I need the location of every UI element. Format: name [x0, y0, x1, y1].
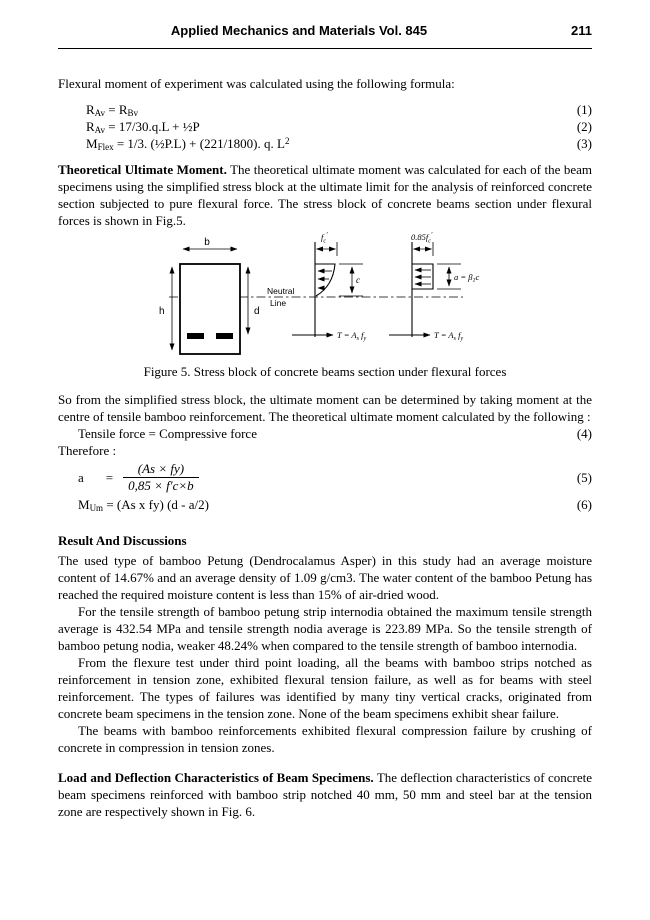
equation-5: [58, 461, 592, 494]
rectangular-stress-block: [389, 231, 479, 342]
reinforcement-bar: [216, 333, 233, 339]
equation-2-number: (2): [576, 119, 592, 134]
load-deflection-heading: Load and Deflection Characteristics of Beam Specimens.: [58, 770, 374, 785]
figure-5-stress-block-diagram: [145, 230, 505, 358]
results-paragraph-2: For the tensile strength of bamboo petung strip internodia obtained the maximum tensile strength average is 432.54 MPa and tensile strength nodia average is 223.89 MPa. So the tensile strength of bamboo petung nodia, weaker 48.24% when compared to the tensile strength of bamboo internodia.: [58, 604, 592, 653]
equation-1: [58, 101, 592, 118]
height-label-h: h: [159, 306, 165, 317]
equation-6: [58, 496, 592, 513]
equation-6-body: $M_{Um} = (As$ x fy) (d - a/2): [78, 497, 209, 513]
theoretical-heading: Theoretical Ultimate Moment.: [58, 162, 227, 177]
results-paragraph-1: The used type of bamboo Petung (Dendrocalamus Asper) in this study had an average moisture content of 14.67% and an average density of 1.09 g/cm3. The water content of the bamboo Petung has reached the required moisture content is less than 15% of air-dried wood.: [58, 553, 592, 602]
equation-1-body: $R_{Av} = R_{Bv}$: [86, 102, 139, 118]
page-number: 211: [571, 23, 592, 38]
header-rule: [58, 48, 592, 49]
c-depth-label: c: [356, 275, 360, 285]
equation-5-number: (5): [576, 470, 592, 485]
journal-title: Applied Mechanics and Materials Vol. 845: [170, 23, 428, 38]
depth-label-d: d: [254, 306, 260, 317]
equation-4-number: (4): [576, 426, 592, 441]
tension-force-label: T = As fy: [434, 330, 464, 342]
085fc-label: 0.85fc′: [411, 231, 433, 245]
equation-6-number: (6): [576, 497, 592, 512]
theoretical-paragraph: [58, 161, 592, 229]
parabolic-stress-block: [292, 231, 366, 342]
tension-force-label: T = As fy: [337, 330, 367, 342]
equation-4: [58, 425, 592, 442]
equation-2-body: $R_{Av} = 17/30.q.L$ + ½P: [86, 119, 200, 135]
equation-4-body: Tensile force = Compressive force: [78, 426, 257, 441]
reinforcement-bar: [187, 333, 204, 339]
beam-cross-section: [159, 237, 260, 354]
equation-5-fraction: $\frac{(As \times fy)}{0,85 \times f'c\times b}$: [123, 461, 199, 494]
intro-paragraph: Flexural moment of experiment was calculated using the following formula:: [58, 76, 455, 91]
page-header: [58, 22, 592, 39]
results-section-heading: Result And Discussions: [58, 533, 187, 548]
so-from-paragraph: So from the simplified stress block, the ultimate moment can be determined by taking moment at the centre of tensile bamboo reinforcement. The theoretical ultimate moment calculated by the following :: [58, 392, 592, 424]
width-label-b: b: [204, 237, 210, 248]
equation-5-body: a = $\frac{(As \times fy)}{0,85 \times f'c\times b}$: [58, 461, 199, 494]
load-deflection-paragraph: [58, 769, 592, 820]
theoretical-body: The theoretical ultimate moment was calculated for each of the beam specimens using the simplified stress block at the ultimate limit for the analysis of reinforced concrete section subjected to pure flexural force. The stress block of concrete beams section under flexural forces is shown in Fig.5.: [58, 162, 592, 228]
load-deflection-body: The deflection characteristics of concrete beam specimens reinforced with bamboo strip notched 40 mm, 50 mm and steel bar at the tension zone are respectively shown in Fig. 6.: [58, 770, 593, 819]
equation-3: [58, 135, 592, 152]
neutral-label-bottom: Line: [270, 298, 287, 308]
results-paragraph-3: From the flexure test under third point loading, all the beams with bamboo strips notched as reinforcement in tension zone, exhibited flexural tension failure, as well as for beams with steel reinforcement. The types of failures was identified by many tiny vertical cracks, originated from concrete beam specimens in the tension zone. None of the beam specimens exhibit shear failure.: [58, 655, 592, 721]
therefore-line: Therefore :: [58, 443, 117, 458]
results-paragraph-4: The beams with bamboo reinforcements exhibited flexural compression failure by crushing of concrete in compression in tension zones.: [58, 723, 592, 755]
equation-block-1-3: [58, 101, 592, 152]
equation-2: [58, 118, 592, 135]
figure-5: [145, 230, 505, 362]
equation-1-number: (1): [576, 102, 592, 117]
figure-5-caption: Figure 5. Stress block of concrete beams section under flexural forces: [143, 364, 507, 379]
fc-label: fc′: [321, 231, 328, 245]
neutral-label-top: Neutral: [267, 286, 295, 296]
a-depth-label: a = β1c: [454, 272, 480, 284]
equation-3-body: $M_{Flex} = 1/3$. (½P.L) + (221/1800). q. $L^2$: [86, 136, 290, 152]
equation-3-number: (3): [576, 136, 592, 151]
